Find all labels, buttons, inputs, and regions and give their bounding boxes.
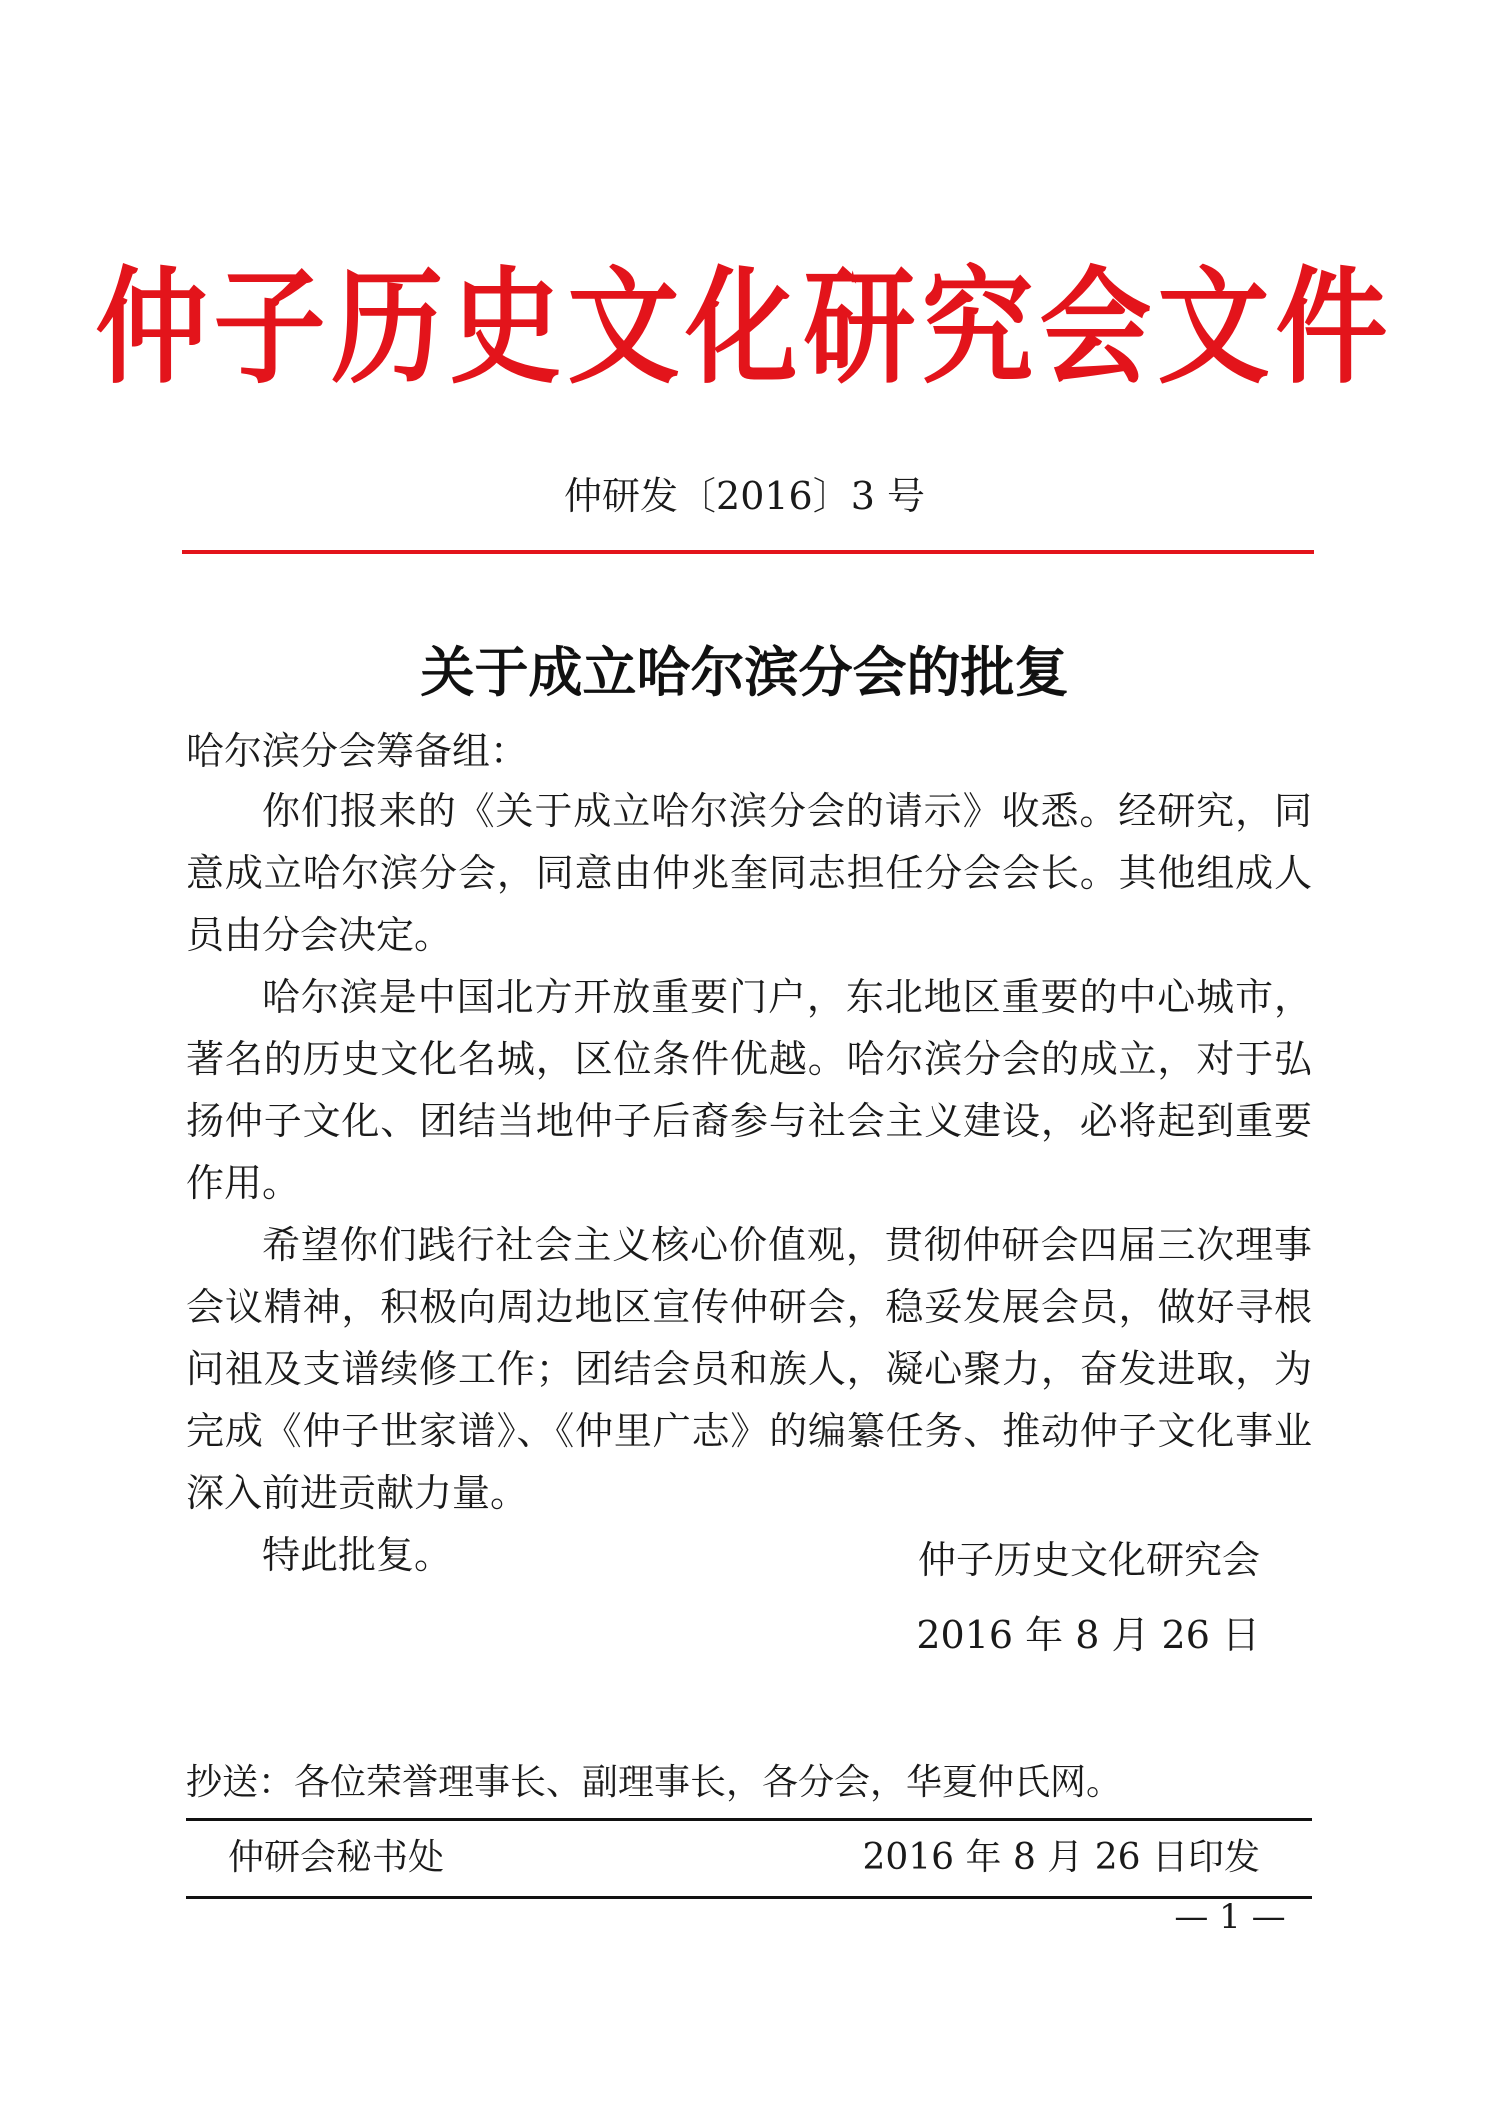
body-paragraph-4: 特此批复。 bbox=[262, 1533, 453, 1577]
document-title: 关于成立哈尔滨分会的批复 bbox=[420, 640, 1069, 704]
document-body bbox=[186, 780, 1312, 1586]
cc-recipients: 抄送：各位荣誉理事长、副理事长，各分会，华夏仲氏网。 bbox=[186, 1762, 1123, 1803]
body-paragraph-1: 你们报来的《关于成立哈尔滨分会的请示》收悉。经研究，同意成立哈尔滨分会，同意由仲兆奎同志担任分会会长。其他组成人员由分会决定。 bbox=[186, 789, 1312, 957]
issue-date: 2016 年 8 月 26 日印发 bbox=[862, 1837, 1260, 1878]
page-number: — 1 — bbox=[1174, 1897, 1286, 1937]
issuing-office: 仲研会秘书处 bbox=[228, 1837, 445, 1878]
footer-top-rule bbox=[186, 1818, 1312, 1821]
signature-organization: 仲子历史文化研究会 bbox=[917, 1538, 1260, 1582]
body-paragraph-3: 希望你们践行社会主义核心价值观，贯彻仲研会四届三次理事会议精神，积极向周边地区宣传仲研会，稳妥发展会员，做好寻根问祖及支谱续修工作；团结会员和族人，凝心聚力，奋发进取，为完成《仲子世家谱》、《仲里广志》的编纂任务、推动仲子文化事业深入前进贡献力量。 bbox=[186, 1223, 1312, 1515]
salutation: 哈尔滨分会筹备组： bbox=[186, 729, 529, 773]
body-paragraph-2: 哈尔滨是中国北方开放重要门户，东北地区重要的中心城市，著名的历史文化名城，区位条件优越。哈尔滨分会的成立，对于弘扬仲子文化、团结当地仲子后裔参与社会主义建设，必将起到重要作用。 bbox=[186, 975, 1312, 1205]
document-header-title: 仲子历史文化研究会文件 bbox=[95, 255, 1394, 402]
signature-date: 2016 年 8 月 26 日 bbox=[916, 1613, 1260, 1657]
red-divider-line bbox=[182, 550, 1314, 554]
document-number: 仲研发〔2016〕3 号 bbox=[564, 474, 925, 518]
